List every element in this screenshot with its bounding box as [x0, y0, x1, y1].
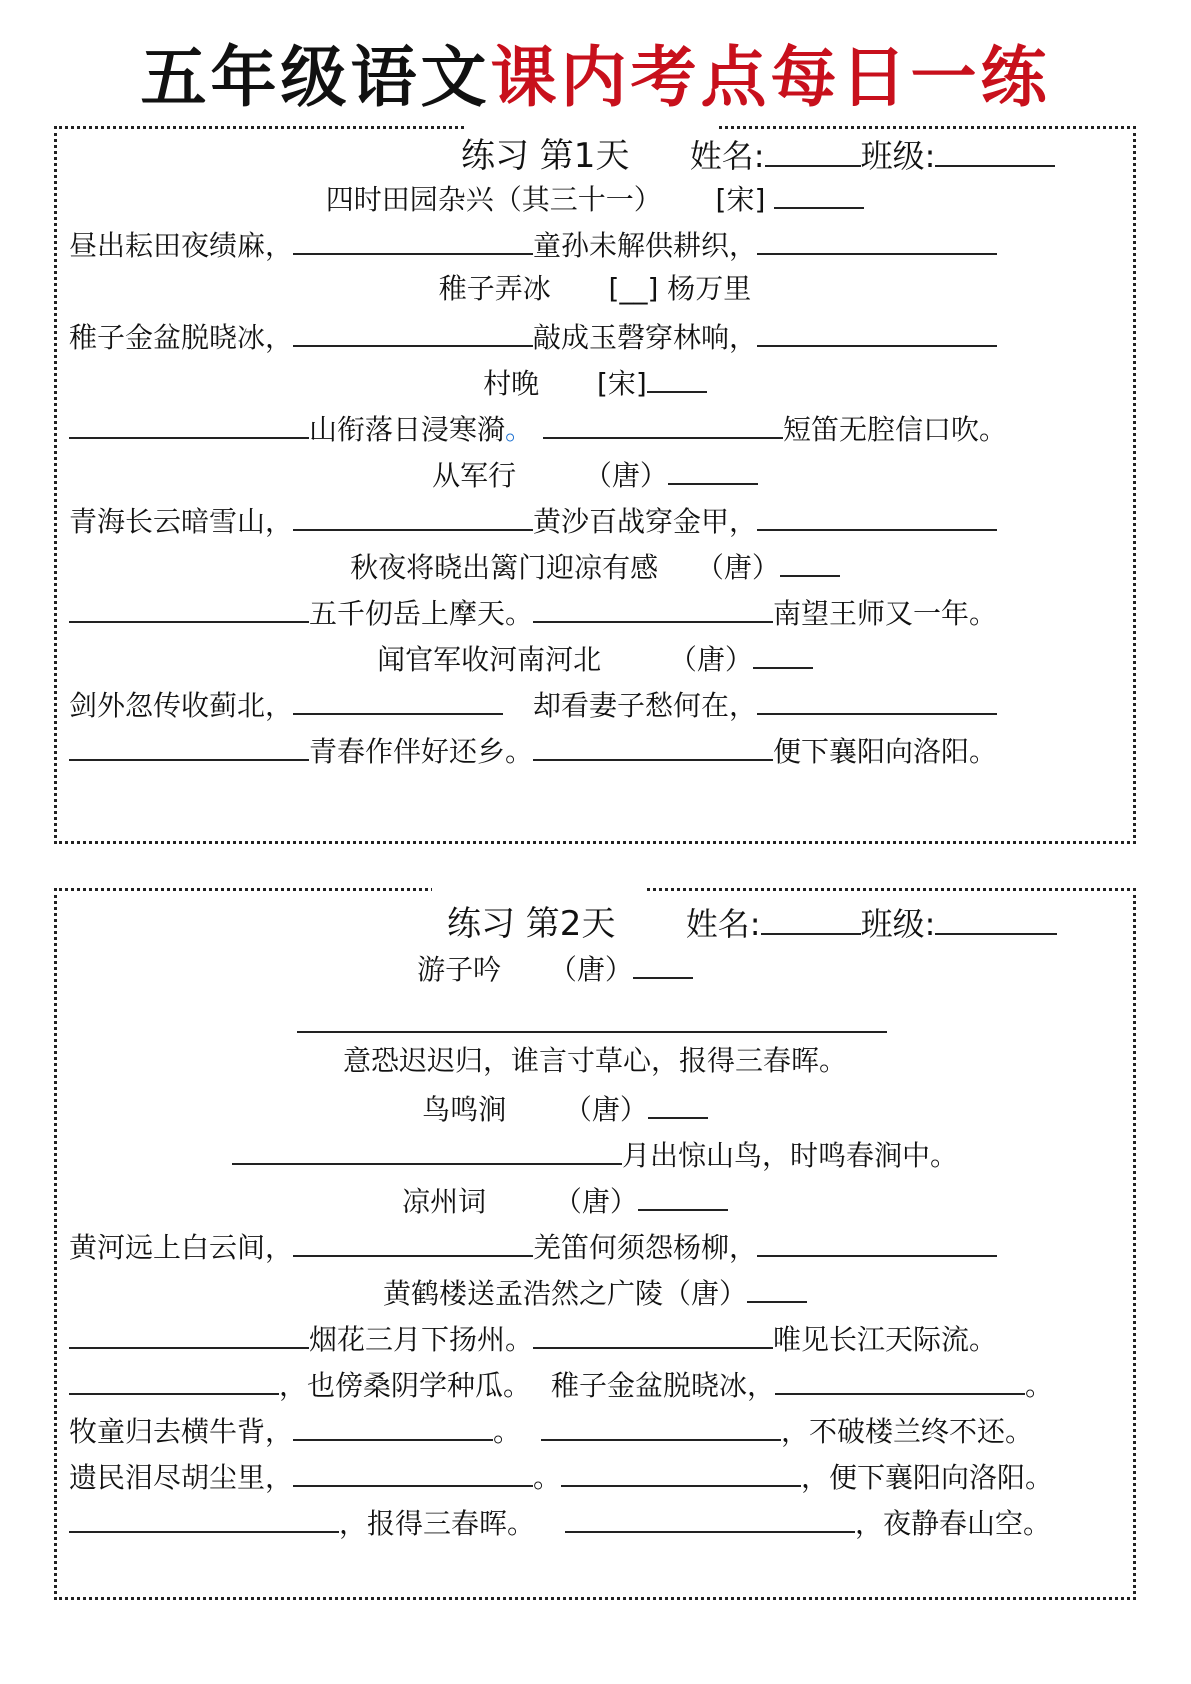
verse-text: 月出惊山鸟，时鸣春涧中。	[621, 1139, 958, 1172]
page-title	[0, 38, 1191, 118]
poem-dynasty: [宋]	[596, 367, 647, 400]
period-mark: 。	[505, 413, 534, 446]
day2-header	[447, 903, 1057, 944]
review-line	[69, 1501, 1145, 1544]
poem-title-row	[57, 453, 1133, 496]
verse-blank[interactable]	[293, 1225, 533, 1257]
poem-title: 闻官军收河南河北	[377, 643, 602, 676]
poem-title: 黄鹤楼送孟浩然之广陵	[382, 1277, 663, 1310]
verse-text: 黄河远上白云间，	[69, 1231, 294, 1264]
verse-blank[interactable]	[757, 1225, 997, 1257]
review-line	[69, 1363, 1145, 1406]
verse-text: 青春作伴好还乡。	[309, 735, 534, 768]
verse-text: 昼出耘田夜绩麻，	[69, 229, 294, 262]
verse-blank[interactable]	[293, 683, 503, 715]
name-field[interactable]	[761, 903, 861, 935]
author-blank[interactable]	[668, 453, 758, 485]
poem-line	[69, 1225, 1145, 1268]
poem-line	[69, 223, 1145, 266]
poem-title-row	[57, 361, 1133, 404]
verse-text: 唯见长江天际流。	[773, 1323, 998, 1356]
poem-title-row	[27, 1179, 1103, 1222]
border-gap	[432, 886, 647, 892]
poem-title-row	[27, 1087, 1103, 1130]
poem-dynasty: （唐）	[668, 643, 753, 676]
verse-text: 却看妻子愁何在，	[533, 689, 758, 722]
poem-title-row	[57, 545, 1133, 588]
author-blank[interactable]	[747, 1271, 807, 1303]
poem-dynasty: （唐）	[583, 459, 668, 492]
poem-dynasty: [__]	[608, 272, 659, 305]
poem-title: 稚子弄冰	[438, 272, 551, 305]
poem-title: 游子吟	[417, 953, 502, 986]
class-field[interactable]	[935, 903, 1057, 935]
verse-blank[interactable]	[69, 591, 309, 623]
verse-text: 烟花三月下扬州。	[309, 1323, 534, 1356]
author-blank[interactable]	[780, 545, 840, 577]
verse-blank[interactable]	[541, 1409, 781, 1441]
name-label: 姓名:	[685, 905, 761, 943]
verse-text: 黄沙百战穿金甲，	[533, 505, 758, 538]
verse-text: 遗民泪尽胡尘里，	[69, 1461, 294, 1494]
verse-blank[interactable]	[757, 499, 997, 531]
author-blank[interactable]	[633, 947, 693, 979]
verse-blank[interactable]	[543, 407, 783, 439]
verse-blank[interactable]	[69, 1317, 309, 1349]
verse-text: 意恐迟迟归，谁言寸草心，报得三春晖。	[342, 1044, 847, 1077]
verse-blank[interactable]	[232, 1133, 622, 1165]
author-blank[interactable]	[647, 361, 707, 393]
author-blank[interactable]	[638, 1179, 728, 1211]
verse-blank[interactable]	[757, 683, 997, 715]
poem-title-row	[57, 177, 1133, 220]
verse-text: ，夜静春山空。	[855, 1507, 1052, 1540]
verse-text: 童孙未解供耕织，	[533, 229, 758, 262]
verse-blank[interactable]	[533, 1317, 773, 1349]
verse-text: ，不破楼兰终不还。	[781, 1415, 1034, 1448]
day1-section	[54, 126, 1136, 844]
verse-text: 剑外忽传收蓟北，	[69, 689, 294, 722]
verse-blank[interactable]	[757, 315, 997, 347]
verse-blank[interactable]	[757, 223, 997, 255]
poem-title: 村晚	[483, 367, 540, 400]
verse-text: ，也傍桑阴学种瓜。	[279, 1369, 532, 1402]
poem-title-row	[57, 637, 1133, 680]
title-red: 课内考点每日一练	[490, 39, 1051, 116]
poem-title-row	[57, 1271, 1133, 1314]
verse-text: 。	[1025, 1369, 1054, 1402]
poem-dynasty: （唐）	[695, 551, 780, 584]
class-field[interactable]	[935, 135, 1055, 167]
poem-line	[69, 315, 1145, 358]
poem-line	[69, 591, 1145, 634]
author-blank[interactable]	[774, 177, 864, 209]
name-label: 姓名:	[689, 137, 765, 175]
poem-title: 凉州词	[402, 1185, 487, 1218]
verse-text: ，报得三春晖。	[339, 1507, 536, 1540]
day1-heading: 练习 第1天	[461, 136, 630, 176]
verse-blank[interactable]	[293, 223, 533, 255]
verse-blank[interactable]	[293, 315, 533, 347]
author-blank[interactable]	[753, 637, 813, 669]
verse-blank[interactable]	[533, 729, 773, 761]
verse-blank[interactable]	[533, 591, 773, 623]
verse-blank[interactable]	[775, 1363, 1025, 1395]
verse-text: 青海长云暗雪山，	[69, 505, 294, 538]
author-blank[interactable]	[648, 1087, 708, 1119]
verse-text: 稚子金盆脱晓冰，	[69, 321, 294, 354]
border-gap	[467, 124, 717, 130]
verse-blank[interactable]	[69, 407, 309, 439]
poem-dynasty: （唐）	[663, 1277, 748, 1310]
poem-title: 鸟鸣涧	[422, 1093, 507, 1126]
verse-text: 牧童归去横牛背，	[69, 1415, 294, 1448]
verse-text: 短笛无腔信口吹。	[783, 413, 1008, 446]
verse-text: 便下襄阳向洛阳。	[773, 735, 998, 768]
verse-blank[interactable]	[561, 1455, 801, 1487]
name-field[interactable]	[765, 135, 861, 167]
review-line	[69, 1409, 1145, 1452]
poem-line	[57, 1133, 1133, 1176]
verse-text: 敲成玉磬穿林响，	[533, 321, 758, 354]
poem-title: 四时田园杂兴（其三十一）	[325, 183, 662, 216]
verse-blank[interactable]	[293, 1409, 493, 1441]
poem-title: 秋夜将晓出篱门迎凉有感	[350, 551, 659, 584]
title-black: 五年级语文	[140, 39, 491, 116]
poem-title-row	[57, 269, 1133, 309]
poem-line	[69, 499, 1145, 542]
poem-dynasty: （唐）	[563, 1093, 648, 1126]
poem-dynasty: [宋]	[715, 183, 766, 216]
class-label: 班级:	[860, 905, 936, 943]
poem-line	[69, 683, 1145, 726]
poem-dynasty: （唐）	[548, 953, 633, 986]
poem-line	[69, 1317, 1145, 1360]
poem-title: 从军行	[432, 459, 517, 492]
verse-text: 羌笛何须怨杨柳，	[533, 1231, 758, 1264]
verse-text: ，便下襄阳向洛阳。	[801, 1461, 1054, 1494]
verse-text: 五千仞岳上摩天。	[309, 597, 534, 630]
day1-header	[461, 135, 1055, 176]
verse-text: 南望王师又一年。	[773, 597, 998, 630]
poem-line	[69, 729, 1145, 772]
verse-blank[interactable]	[69, 729, 309, 761]
poem-title-row	[17, 947, 1093, 990]
verse-blank[interactable]	[293, 1455, 533, 1487]
review-line	[69, 1455, 1145, 1498]
verse-text: 。	[533, 1461, 562, 1494]
verse-blank[interactable]	[293, 499, 533, 531]
poem-dynasty: （唐）	[553, 1185, 638, 1218]
verse-blank[interactable]	[69, 1501, 339, 1533]
class-label: 班级:	[860, 137, 936, 175]
day2-heading: 练习 第2天	[447, 904, 616, 944]
day2-section	[54, 888, 1136, 1600]
poem-line	[69, 407, 1145, 450]
verse-text: 。	[493, 1415, 522, 1448]
verse-text: 稚子金盆脱晓冰，	[551, 1369, 776, 1402]
poem-line	[57, 1041, 1133, 1081]
verse-blank[interactable]	[69, 1363, 279, 1395]
poem-author: 杨万里	[667, 272, 752, 305]
verse-text: 山衔落日浸寒漪	[309, 413, 506, 446]
verse-blank[interactable]	[297, 1001, 887, 1033]
verse-blank[interactable]	[565, 1501, 855, 1533]
